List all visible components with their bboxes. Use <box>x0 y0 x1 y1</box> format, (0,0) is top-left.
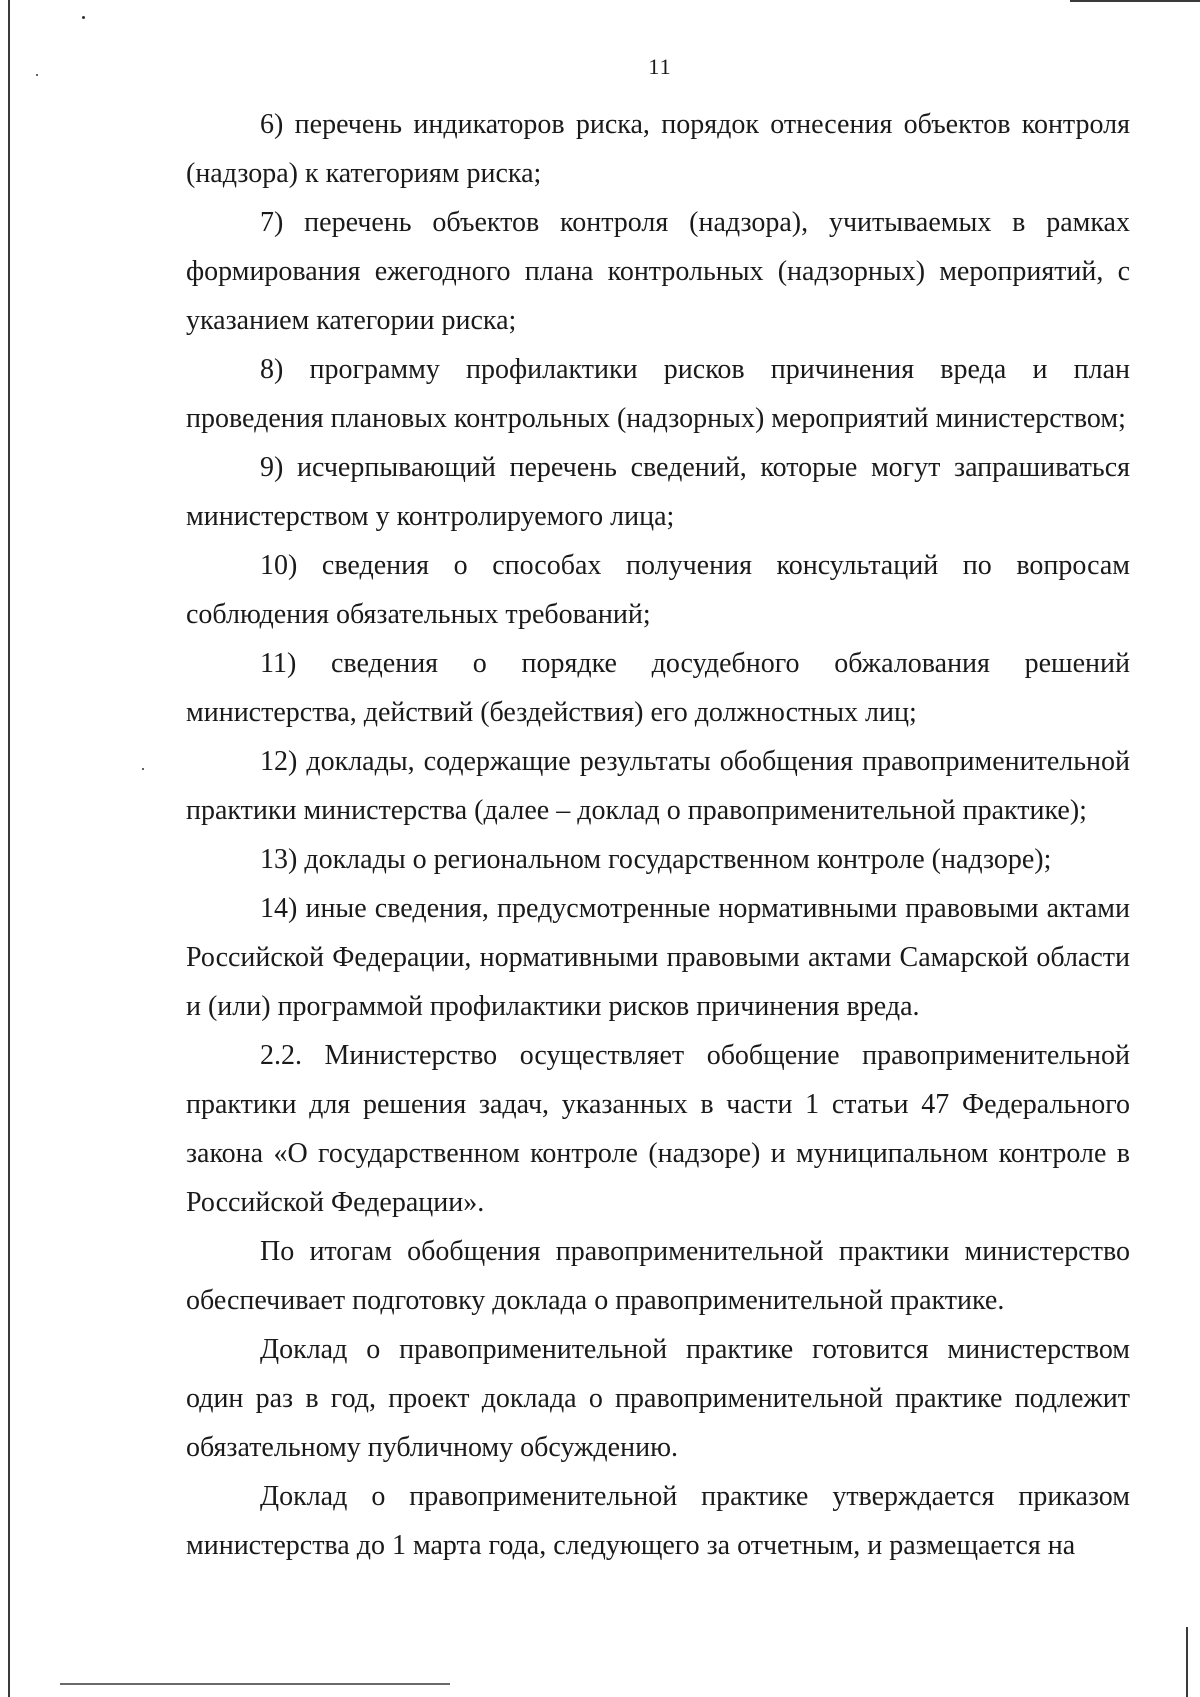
page-number: 11 <box>648 54 672 79</box>
paragraph-item-8: 8) программу профилактики рисков причинения вреда и план проведения плановых контрольных (надзорных) мероприятий министерством; <box>186 354 1130 434</box>
paragraph-item-10: 10) сведения о способах получения консультаций по вопросам соблюдения обязательных требований; <box>186 550 1130 630</box>
paragraph-section-2-2: 2.2. Министерство осуществляет обобщение правоприменительной практики для решения задач, указанных в части 1 статьи 47 Федерального закона «О государственном контроле (надзоре) и муниципальном контроле в Российской Федерации». <box>186 1040 1130 1218</box>
paragraph-item-6: 6) перечень индикаторов риска, порядок отнесения объектов контроля (надзора) к категориям риска; <box>186 109 1130 189</box>
paragraph-item-11: 11) сведения о порядке досудебного обжалования решений министерства, действий (бездействия) его должностных лиц; <box>186 648 1130 728</box>
paragraph-item-13: 13) доклады о региональном государственном контроле (надзоре); <box>260 844 1052 875</box>
paragraph-report-preparation: По итогам обобщения правоприменительной практики министерство обеспечивает подготовку доклада о правоприменительной практике. <box>186 1236 1130 1316</box>
paragraph-item-12: 12) доклады, содержащие результаты обобщения правоприменительной практики министерства (далее – доклад о правоприменительной практике); <box>186 746 1130 826</box>
paragraph-item-7: 7) перечень объектов контроля (надзора), учитываемых в рамках формирования ежегодного плана контрольных (надзорных) мероприятий, с указанием категории риска; <box>186 207 1130 336</box>
paragraph-report-approval: Доклад о правоприменительной практике утверждается приказом министерства до 1 марта года, следующего за отчетным, и размещается на <box>186 1481 1130 1561</box>
paragraph-item-9: 9) исчерпывающий перечень сведений, которые могут запрашиваться министерством у контролируемого лица; <box>186 452 1130 532</box>
scan-speck <box>82 16 85 19</box>
scan-edge-bottom-right <box>1186 1627 1188 1697</box>
paragraph-item-14: 14) иные сведения, предусмотренные нормативными правовыми актами Российской Федерации, нормативными правовыми актами Самарской области и (или) программой профилактики рисков причинения вреда. <box>186 893 1130 1022</box>
scan-edge-top <box>1070 0 1200 2</box>
document-body <box>186 100 1130 1570</box>
scan-edge-left <box>8 0 10 1697</box>
scan-speck <box>142 768 144 770</box>
paragraph-report-frequency: Доклад о правоприменительной практике готовится министерством один раз в год, проект доклада о правоприменительной практике подлежит обязательному публичному обсуждению. <box>186 1334 1130 1463</box>
scan-edge-bottom <box>60 1683 450 1685</box>
